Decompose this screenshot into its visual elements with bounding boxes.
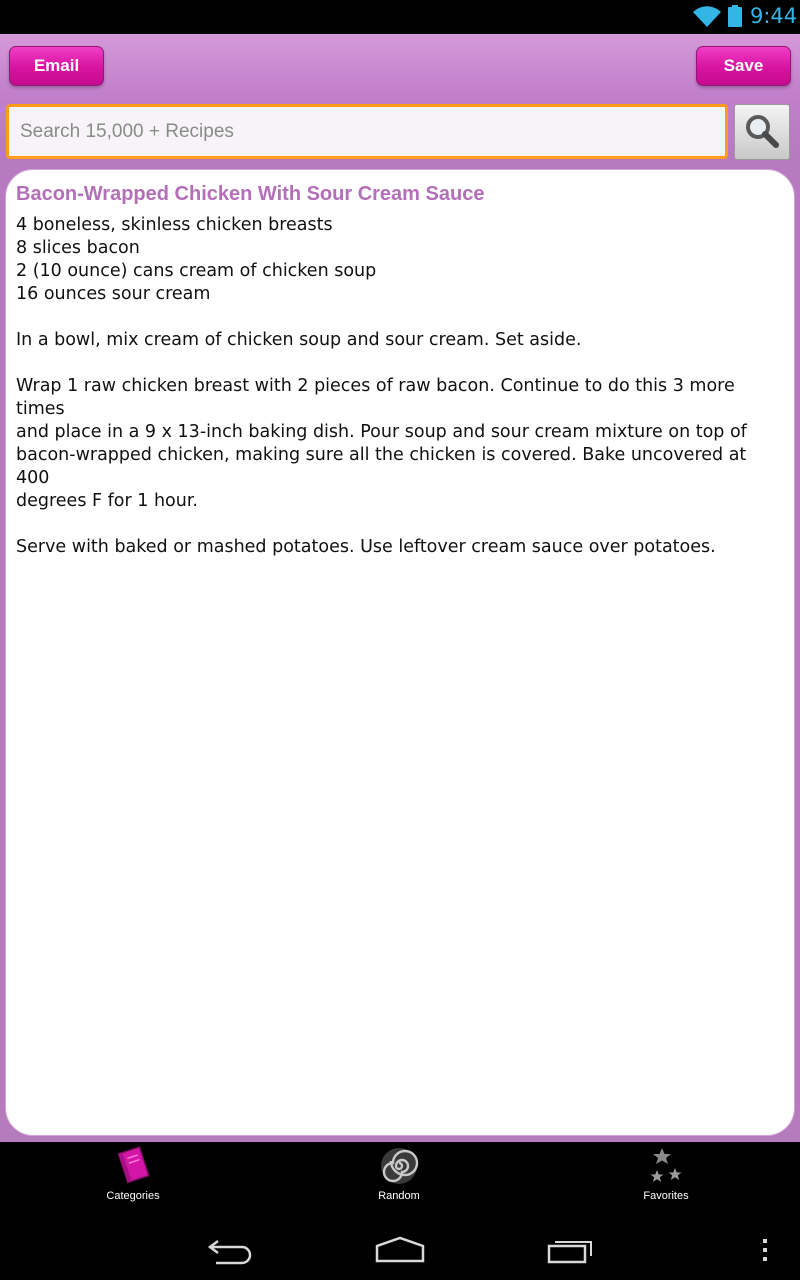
recent-apps-button[interactable] [540,1228,600,1272]
book-icon [113,1146,153,1186]
tab-label: Categories [106,1190,160,1202]
tab-categories[interactable] [73,1142,193,1218]
email-button[interactable]: Email [9,46,104,86]
ingredient-item: 16 ounces sour cream [16,284,211,304]
instruction-line: degrees F for 1 hour. [16,491,198,511]
ingredient-list [16,214,784,306]
system-nav-bar [0,1218,800,1280]
overflow-menu-icon [761,1237,769,1263]
recipe-card [5,169,795,1136]
recent-apps-icon [546,1236,594,1264]
ingredient-item: 8 slices bacon [16,238,140,258]
search-input[interactable] [6,104,728,159]
wifi-icon [692,5,722,29]
instruction-paragraph [16,329,784,352]
recipe-title: Bacon-Wrapped Chicken With Sour Cream Sauce [16,183,485,205]
back-button[interactable] [200,1228,260,1272]
bottom-tab-bar [0,1142,800,1218]
back-icon [206,1235,254,1265]
instruction-line: bacon-wrapped chicken, making sure all the chicken is covered. Bake uncovered at 400 [16,445,752,488]
clock: 9:44 [750,4,798,28]
overflow-menu-button[interactable] [752,1228,778,1272]
tab-label: Random [378,1190,420,1202]
home-button[interactable] [370,1228,430,1272]
tab-favorites[interactable] [606,1142,726,1218]
save-button[interactable]: Save [696,46,791,86]
ingredient-item: 4 boneless, skinless chicken breasts [16,215,333,235]
search-button[interactable] [734,104,790,160]
tab-label: Favorites [643,1190,689,1202]
instruction-line: Serve with baked or mashed potatoes. Use leftover cream sauce over potatoes. [16,537,716,557]
instruction-line: and place in a 9 x 13-inch baking dish. Pour soup and sour cream mixture on top of [16,422,747,442]
stars-icon [646,1146,686,1186]
magnifier-icon [742,112,782,152]
instruction-paragraph [16,536,784,559]
ingredient-item: 2 (10 ounce) cans cream of chicken soup [16,261,377,281]
instruction-line: In a bowl, mix cream of chicken soup and sour cream. Set aside. [16,330,582,350]
battery-icon [728,5,742,27]
status-bar [0,0,800,34]
instruction-paragraph [16,375,784,513]
app-screen [0,34,800,1142]
spiral-icon [379,1146,419,1186]
instruction-line: Wrap 1 raw chicken breast with 2 pieces of raw bacon. Continue to do this 3 more times [16,376,741,419]
home-icon [374,1236,426,1264]
tab-random[interactable] [339,1142,459,1218]
